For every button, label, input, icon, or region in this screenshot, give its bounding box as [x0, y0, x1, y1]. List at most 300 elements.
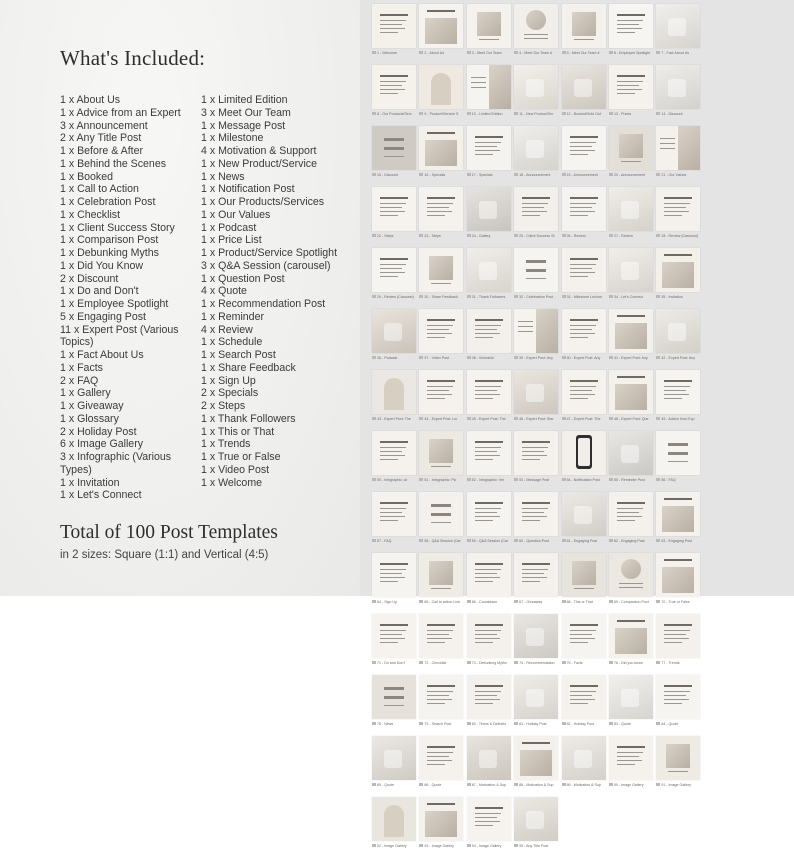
thumbnail-image	[609, 614, 653, 658]
template-thumbnail[interactable]	[372, 431, 416, 490]
included-item: 1 x True or False	[201, 451, 281, 463]
template-thumbnail[interactable]	[514, 736, 558, 795]
thumbnail-caption-text: 34 - Let's Connect	[613, 295, 644, 299]
thumb-text-line	[427, 211, 452, 212]
template-thumbnail[interactable]	[656, 736, 700, 795]
thumbnail-caption	[419, 720, 465, 728]
template-thumbnail[interactable]	[609, 126, 653, 185]
template-thumbnail[interactable]	[514, 187, 558, 246]
template-thumbnail[interactable]	[562, 431, 606, 490]
thumb-text-line	[427, 215, 445, 216]
template-thumbnail[interactable]	[419, 370, 463, 429]
thumbnail-image	[419, 126, 463, 170]
template-thumbnail[interactable]	[562, 65, 606, 124]
thumb-heading	[617, 620, 645, 622]
thumb-heading	[664, 685, 692, 687]
thumbnail-caption	[609, 476, 655, 484]
thumb-text-line	[380, 85, 402, 86]
template-thumbnail[interactable]	[467, 431, 511, 490]
thumbnail-image	[467, 553, 511, 597]
thumb-text-line	[570, 325, 596, 326]
template-thumbnail[interactable]	[467, 187, 511, 246]
thumbnail-caption-text: 56 - FAQ	[661, 478, 676, 482]
thumb-photo	[666, 744, 690, 768]
thumb-text-line	[664, 390, 686, 391]
thumbnail-image	[514, 431, 558, 475]
thumb-photo	[678, 126, 700, 170]
template-thumbnail[interactable]	[419, 736, 463, 795]
template-thumbnail[interactable]	[372, 65, 416, 124]
included-item: 3 x Infographic (Various Types)	[60, 451, 172, 476]
template-thumbnail[interactable]	[609, 187, 653, 246]
thumbnail-caption-text: 39 - Expert Post: Any	[519, 356, 553, 360]
template-thumbnail[interactable]	[609, 431, 653, 490]
thumbnail-caption	[562, 354, 608, 362]
page-icon	[656, 356, 660, 359]
thumbnail-caption-text: 70 - True or False	[661, 600, 690, 604]
thumb-text-line	[617, 89, 642, 90]
template-thumbnail[interactable]	[609, 553, 653, 612]
template-thumbnail[interactable]	[514, 492, 558, 551]
included-item: 1 x Gallery	[60, 387, 111, 400]
page-icon	[514, 600, 518, 603]
thumbnail-image	[609, 492, 653, 536]
thumbnail-caption	[372, 232, 418, 240]
thumb-text-line	[570, 276, 588, 277]
thumb-heading	[522, 197, 550, 199]
thumb-heading	[427, 319, 455, 321]
thumb-text-line	[522, 455, 547, 456]
template-thumbnail[interactable]	[372, 736, 416, 795]
template-thumbnail[interactable]	[372, 248, 416, 307]
page-icon	[562, 112, 566, 115]
template-thumbnail[interactable]	[562, 126, 606, 185]
thumb-text-line	[522, 577, 547, 578]
thumbnail-caption	[514, 476, 560, 484]
template-thumbnail[interactable]	[562, 187, 606, 246]
included-item: 1 x Podcast	[201, 221, 257, 234]
page-icon	[467, 173, 471, 176]
template-thumbnail[interactable]	[467, 614, 511, 673]
thumb-text-line	[475, 695, 497, 696]
included-item: 1 x Message Post	[201, 119, 286, 132]
template-thumbnail[interactable]	[656, 675, 700, 734]
page-icon	[372, 722, 376, 725]
thumb-text-line	[475, 337, 493, 338]
page-icon	[467, 478, 471, 481]
template-thumbnail[interactable]	[514, 797, 558, 856]
page-icon	[609, 539, 613, 542]
thumbnail-caption-text: 3 - Meet Our Team	[471, 51, 502, 55]
template-thumbnail[interactable]	[656, 492, 700, 551]
thumb-text-line	[664, 215, 682, 216]
page-icon	[514, 661, 518, 664]
template-thumbnail[interactable]	[514, 370, 558, 429]
thumbnail-image	[372, 370, 416, 414]
thumbnail-caption	[467, 110, 513, 118]
thumbnail-image	[562, 431, 606, 475]
template-thumbnail[interactable]	[514, 126, 558, 185]
thumbnail-caption-text: 22 - Steps	[377, 234, 394, 238]
thumb-text-line	[380, 93, 398, 94]
template-thumbnail[interactable]	[656, 126, 700, 185]
template-thumbnail[interactable]	[609, 370, 653, 429]
included-item: 1 x Before & After	[60, 145, 144, 157]
thumbnail-image	[419, 736, 463, 780]
included-item: 1 x Recommendation Post	[201, 298, 326, 310]
thumb-heading	[522, 502, 550, 504]
thumbnail-caption-text: 75 - Facts	[566, 661, 583, 665]
thumb-text-line	[617, 756, 639, 757]
thumb-heading	[475, 380, 503, 382]
thumbnail-caption	[467, 781, 513, 789]
page-icon	[562, 600, 566, 603]
template-thumbnail[interactable]	[656, 553, 700, 612]
template-thumbnail[interactable]	[467, 553, 511, 612]
thumb-text-line	[570, 268, 592, 269]
template-thumbnail[interactable]	[419, 492, 463, 551]
page-icon	[419, 173, 423, 176]
template-thumbnail[interactable]	[372, 370, 416, 429]
thumb-text-line	[570, 691, 596, 692]
thumbnail-caption-text: 57 - FAQ	[377, 539, 392, 543]
thumbnail-image	[562, 309, 606, 353]
template-thumbnail[interactable]	[419, 65, 463, 124]
thumbnail-image	[514, 675, 558, 719]
thumb-photo	[425, 18, 457, 44]
thumb-photo	[662, 262, 694, 288]
page-icon	[372, 661, 376, 664]
template-thumbnail[interactable]	[562, 736, 606, 795]
thumb-text-line	[570, 333, 595, 334]
thumbnail-caption	[562, 293, 608, 301]
thumbnail-caption-text: 47 - Expert Post: The	[566, 417, 601, 421]
template-thumbnail[interactable]	[514, 614, 558, 673]
template-thumbnail[interactable]	[372, 187, 416, 246]
thumb-text-line	[617, 28, 642, 29]
template-thumbnail[interactable]	[372, 614, 416, 673]
template-thumbnail[interactable]	[467, 492, 511, 551]
template-thumbnail[interactable]	[514, 309, 558, 368]
page-icon	[562, 356, 566, 359]
included-item: 3 x Announcement	[60, 119, 148, 132]
template-thumbnail[interactable]	[562, 492, 606, 551]
template-thumbnail[interactable]	[609, 675, 653, 734]
included-item: 1 x New Product/Service	[201, 157, 317, 170]
thumb-text-line	[518, 321, 533, 322]
template-thumbnail[interactable]	[514, 431, 558, 490]
thumbnail-caption	[419, 781, 465, 789]
template-thumbnail[interactable]	[514, 248, 558, 307]
thumb-photo-object	[668, 323, 686, 341]
template-thumbnail[interactable]	[419, 187, 463, 246]
template-thumbnail[interactable]	[372, 492, 416, 551]
template-thumbnail[interactable]	[656, 431, 700, 490]
thumbnail-caption-text: 35 - Invitation	[661, 295, 683, 299]
template-thumbnail[interactable]	[609, 65, 653, 124]
page-icon	[419, 112, 423, 115]
included-item: 1 x Notification Post	[201, 183, 295, 196]
included-item: 3 x Q&A Session (carousel)	[201, 259, 331, 272]
thumb-heading	[617, 376, 645, 378]
thumb-arch	[384, 805, 404, 837]
template-thumbnail[interactable]	[419, 614, 463, 673]
included-item: 2 x Any Title Post	[60, 132, 142, 145]
thumb-text-line	[617, 516, 642, 517]
page-icon	[372, 600, 376, 603]
template-thumbnail[interactable]	[656, 370, 700, 429]
template-thumbnail[interactable]	[562, 614, 606, 673]
included-item: 1 x Schedule	[201, 336, 263, 349]
thumbnail-image	[514, 4, 558, 48]
thumb-text-line	[570, 630, 596, 631]
template-thumbnail[interactable]	[467, 797, 511, 856]
template-thumbnail[interactable]	[419, 126, 463, 185]
thumbnail-image	[514, 492, 558, 536]
thumbnail-caption-text: 42 - Expert Post: Any	[661, 356, 696, 360]
template-thumbnail[interactable]	[562, 309, 606, 368]
thumb-text-line	[664, 386, 690, 387]
included-item: 1 x Welcome	[201, 476, 263, 489]
thumbnail-caption-text: 68 - This or That	[566, 600, 593, 604]
thumb-text-line	[475, 817, 497, 818]
thumb-text-line	[431, 466, 451, 467]
thumb-text-line	[427, 760, 452, 761]
thumb-text-line	[475, 329, 497, 330]
thumb-heading	[617, 14, 645, 16]
thumb-text-line	[617, 32, 635, 33]
thumbnail-caption	[467, 537, 513, 545]
thumb-heading	[570, 685, 598, 687]
thumbnail-caption-text: 80 - Terms & Definitio	[471, 722, 507, 726]
thumbnail-caption	[609, 354, 655, 362]
template-thumbnail[interactable]	[467, 736, 511, 795]
template-thumbnail[interactable]	[609, 248, 653, 307]
thumb-text-line	[427, 329, 449, 330]
template-thumbnail[interactable]	[372, 675, 416, 734]
thumbnail-caption	[419, 354, 465, 362]
thumb-heading	[427, 132, 455, 134]
template-thumbnail[interactable]	[609, 4, 653, 63]
thumbnail-caption	[419, 537, 465, 545]
template-thumbnail[interactable]	[467, 4, 511, 63]
thumb-text-line	[570, 329, 592, 330]
thumb-text-line	[475, 455, 500, 456]
thumbnail-image	[514, 553, 558, 597]
thumb-text-line	[617, 93, 635, 94]
thumbnail-caption	[372, 171, 418, 179]
thumbnail-image	[419, 675, 463, 719]
template-thumbnail[interactable]	[656, 614, 700, 673]
included-item: 1 x Invitation	[60, 476, 120, 489]
template-thumbnail[interactable]	[419, 797, 463, 856]
page-icon	[609, 295, 613, 298]
thumb-photo-object	[621, 689, 639, 707]
included-item: 1 x About Us	[60, 94, 121, 106]
thumbnail-image	[514, 614, 558, 658]
template-thumbnail[interactable]	[562, 370, 606, 429]
thumbnail-caption-text: 18 - Announcement	[519, 173, 551, 177]
thumb-text-line	[380, 276, 398, 277]
template-thumbnail[interactable]	[467, 65, 511, 124]
thumbnail-caption	[372, 659, 418, 667]
template-thumbnail[interactable]	[419, 4, 463, 63]
thumbnail-caption	[656, 781, 702, 789]
page-icon	[419, 844, 423, 847]
thumbnail-caption-text: 41 - Expert Post: Any	[613, 356, 648, 360]
thumb-text-line	[518, 331, 533, 332]
thumbnail-image	[467, 431, 511, 475]
thumbnail-caption-text: 55 - Reminder Post	[613, 478, 645, 482]
thumbnail-caption	[419, 110, 465, 118]
thumbnail-caption-text: 14 - Discount	[661, 112, 683, 116]
thumb-heading	[522, 441, 550, 443]
included-item: 1 x Celebration Post	[60, 196, 156, 208]
template-thumbnail[interactable]	[372, 797, 416, 856]
template-thumbnail[interactable]	[656, 309, 700, 368]
template-thumbnail[interactable]	[514, 675, 558, 734]
template-thumbnail[interactable]	[372, 126, 416, 185]
thumb-heading	[427, 803, 455, 805]
thumbnail-caption-text: 26 - Review	[566, 234, 586, 238]
page-icon	[419, 600, 423, 603]
template-thumbnail[interactable]	[467, 675, 511, 734]
thumb-text-line	[664, 695, 686, 696]
thumb-text-line	[475, 150, 500, 151]
thumb-text-line	[664, 207, 686, 208]
template-thumbnail[interactable]	[562, 4, 606, 63]
template-thumbnail[interactable]	[609, 736, 653, 795]
template-thumbnail[interactable]	[467, 370, 511, 429]
template-thumbnail[interactable]	[419, 675, 463, 734]
thumbnail-caption	[656, 171, 702, 179]
template-thumbnail[interactable]	[514, 4, 558, 63]
thumb-text-line	[570, 264, 596, 265]
page-icon	[562, 295, 566, 298]
thumbnail-image	[562, 675, 606, 719]
template-thumbnail[interactable]	[562, 553, 606, 612]
template-thumbnail[interactable]	[609, 309, 653, 368]
page-icon	[514, 539, 518, 542]
template-thumbnail[interactable]	[372, 309, 416, 368]
template-thumbnail[interactable]	[419, 248, 463, 307]
template-thumbnail[interactable]	[514, 65, 558, 124]
thumb-photo-object	[479, 262, 497, 280]
thumb-photo-object	[526, 384, 544, 402]
thumb-text-line	[621, 161, 641, 162]
template-thumbnail[interactable]	[514, 553, 558, 612]
thumb-text-line	[570, 695, 592, 696]
thumb-text-line	[380, 28, 405, 29]
thumbnail-image	[419, 187, 463, 231]
template-thumbnail[interactable]	[372, 4, 416, 63]
thumb-text-line	[617, 512, 639, 513]
thumbnail-caption-text: 65 - Call to action Link	[424, 600, 460, 604]
thumb-text-line	[427, 752, 453, 753]
page-icon	[562, 661, 566, 664]
template-thumbnail[interactable]	[419, 431, 463, 490]
included-item: 1 x Call to Action	[60, 183, 139, 196]
thumb-phone-screen	[578, 438, 590, 466]
included-item: 1 x Question Post	[201, 272, 285, 285]
template-thumbnail[interactable]	[562, 675, 606, 734]
page-icon	[609, 478, 613, 481]
template-thumbnail[interactable]	[467, 248, 511, 307]
thumb-photo-object	[668, 18, 686, 36]
thumb-text-line	[570, 634, 592, 635]
thumbnail-image	[467, 309, 511, 353]
template-thumbnail[interactable]	[467, 309, 511, 368]
page-icon	[514, 112, 518, 115]
thumb-text-line	[380, 638, 405, 639]
included-item: 4 x Motivation & Support	[201, 145, 317, 157]
thumbnail-caption	[419, 659, 465, 667]
template-thumbnail[interactable]	[656, 65, 700, 124]
thumbnail-caption	[562, 781, 608, 789]
thumbnail-image	[656, 492, 700, 536]
thumb-text-line	[570, 638, 595, 639]
included-item: 1 x Trends	[201, 438, 251, 451]
thumbnail-image	[656, 553, 700, 597]
thumb-photo	[662, 567, 694, 593]
template-thumbnail[interactable]	[419, 309, 463, 368]
thumb-text-line	[664, 394, 689, 395]
thumbnail-image	[609, 4, 653, 48]
thumbnail-image	[609, 553, 653, 597]
thumbnail-caption	[467, 476, 513, 484]
thumbnail-image	[467, 4, 511, 48]
page-icon	[419, 234, 423, 237]
thumb-text-line	[475, 386, 501, 387]
thumbnail-image	[656, 736, 700, 780]
thumb-text-line	[380, 634, 402, 635]
thumb-text-line	[522, 573, 544, 574]
template-thumbnail[interactable]	[419, 553, 463, 612]
thumbnail-caption-text: 24 - Gallery	[471, 234, 491, 238]
thumb-photo	[572, 561, 596, 585]
page-icon	[562, 173, 566, 176]
template-thumbnail[interactable]	[656, 248, 700, 307]
template-thumbnail[interactable]	[656, 187, 700, 246]
thumb-heading	[664, 380, 692, 382]
thumb-text-line	[475, 333, 500, 334]
thumbnail-caption-text: 7 - Fact About Us	[661, 51, 690, 55]
thumbnail-caption	[562, 598, 608, 606]
page-icon	[467, 661, 471, 664]
thumbnail-caption-text: 23 - Steps	[424, 234, 441, 238]
thumb-display-text	[384, 687, 404, 699]
page-icon	[467, 600, 471, 603]
thumb-text-line	[475, 398, 493, 399]
template-thumbnail[interactable]	[372, 553, 416, 612]
page-icon	[419, 539, 423, 542]
thumb-avatar	[526, 10, 546, 30]
template-thumbnail[interactable]	[467, 126, 511, 185]
thumbnail-caption-text: 49 - Advice from Exp	[661, 417, 695, 421]
template-thumbnail[interactable]	[562, 248, 606, 307]
template-thumbnail[interactable]	[656, 4, 700, 63]
thumb-display-text	[526, 260, 546, 272]
thumbnail-caption-text: 71 - Do and Don't	[377, 661, 406, 665]
thumb-text-line	[427, 333, 452, 334]
template-thumbnail[interactable]	[609, 492, 653, 551]
thumbnail-caption-text: 79 - Search Post	[424, 722, 452, 726]
thumbnail-caption	[562, 49, 608, 57]
page-icon	[514, 173, 518, 176]
included-item: 1 x Reminder	[201, 310, 264, 323]
thumb-heading	[570, 258, 598, 260]
template-thumbnail[interactable]	[609, 614, 653, 673]
